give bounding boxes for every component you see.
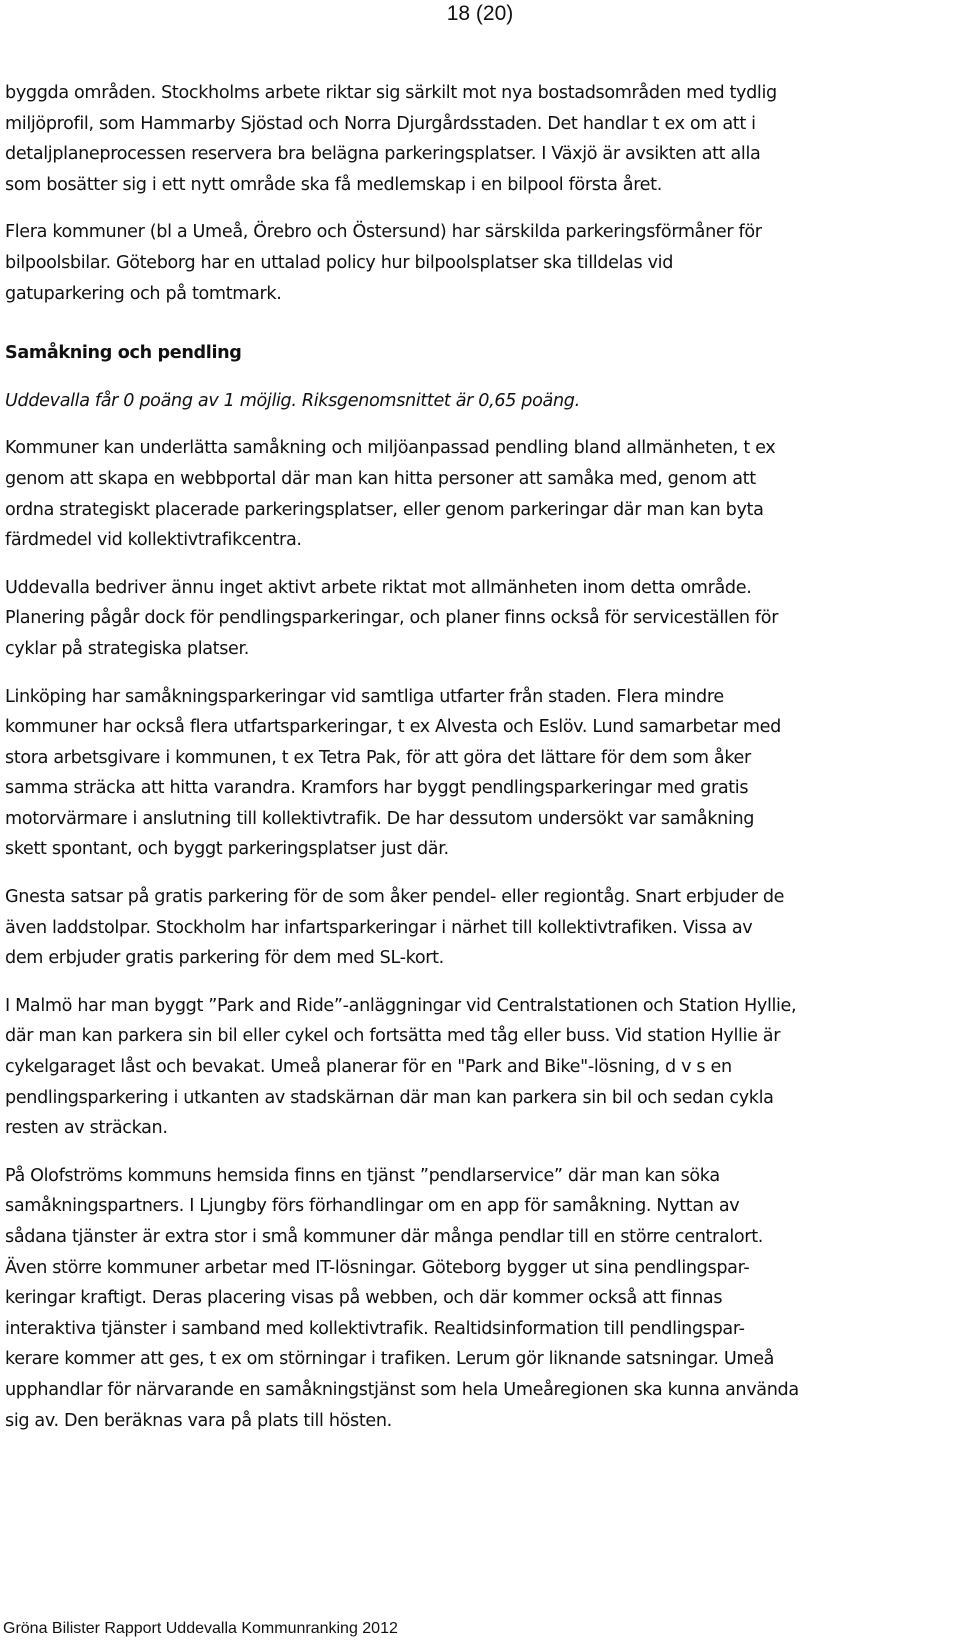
paragraph-stockholm-vaxjo: byggda områden. Stockholms arbete riktar sig särkilt mot nya bostadsområden med tydlig miljöprofil, som Hammarby Sjöstad och Norra Djurgårdsstaden. Det handlar t ex om att i detaljplaneprocessen reservera bra belägna parkeringsplatser. I Växjö är avsikten att alla som bosätter sig i ett nytt område ska få medlemskap i en bilpool första året. [5,83,777,195]
paragraph-olofstrom: På Olofströms kommuns hemsida finns en tjänst ”pendlarservice” där man kan söka samåkningspartners. I Ljungby förs förhandlingar om en app för samåkning. Nyttan av sådana tjänster är extra stor i små kommuner där många pendlar till en större centralort. Även större kommuner arbetar med IT-lösningar. Göteborg bygger ut sina pendlingspar- keringar kraftigt. Deras placering visas på webben, och där kommer också att finnas interaktiva tjänster i samband med kollektivtrafik. Realtidsinformation till pendlingspar- kerare kommer att ges, t ex om störningar i trafiken. Lerum gör liknande satsningar. Umeå upphandlar för närvarande en samåkningstjänst som hela Umeåregionen ska kunna använda sig av. Den beräknas vara på plats till hösten. [5,1165,799,1431]
document-body [5,78,955,1436]
page-footer: Gröna Bilister Rapport Uddevalla Kommunranking 2012 [3,1620,398,1637]
paragraph-bilpoolsbilar: Flera kommuner (bl a Umeå, Örebro och Östersund) har särskilda parkeringsförmåner för bilpoolsbilar. Göteborg har en uttalad policy hur bilpoolsplatser ska tilldelas vid gatuparkering och på tomtmark. [5,222,762,304]
section-heading: Samåkning och pendling [5,343,242,364]
paragraph-uddevalla: Uddevalla bedriver ännu inget aktivt arbete riktat mot allmänheten inom detta område. Planering pågår dock för pendlingsparkeringar, och planer finns också för serviceställen för cyklar på strategiska platser. [5,577,779,659]
score-line: Uddevalla får 0 poäng av 1 möjlig. Riksgenomsnittet är 0,65 poäng. [5,390,580,411]
paragraph-kommuner-samakning: Kommuner kan underlätta samåkning och miljöanpassad pendling bland allmänheten, t ex genom att skapa en webbportal där man kan hitta personer att samåka med, genom att ordna strategiskt placerade parkeringsplatser, eller genom parkeringar där man kan byta färdmedel vid kollektivtrafikcentra. [5,438,776,551]
paragraph-gnesta: Gnesta satsar på gratis parkering för de som åker pendel- eller regiontåg. Snart erbjuder de även laddstolpar. Stockholm har infartsparkeringar i närhet till kollektivtrafiken. Vissa av dem erbjuder gratis parkering för dem med SL-kort. [5,887,785,969]
paragraph-linkoping: Linköping har samåkningsparkeringar vid samtliga utfarter från staden. Flera mindre kommuner har också flera utfartsparkeringar, t ex Alvesta och Eslöv. Lund samarbetar med stora arbetsgivare i kommunen, t ex Tetra Pak, för att göra det lättare för dem som åker samma sträcka att hitta varandra. Kramfors har byggt pendlingsparkeringar med gratis motorvärmare i anslutning till kollektivtrafik. De har dessutom undersökt var samåkning skett spontant, och byggt parkeringsplatser just där. [5,686,781,860]
page-number: 18 (20) [446,2,514,25]
paragraph-malmo: I Malmö har man byggt ”Park and Ride”-anläggningar vid Centralstationen och Station Hyllie, där man kan parkera sin bil eller cykel och fortsätta med tåg eller buss. Vid station Hyllie är cykelgaraget låst och bevakat. Umeå planerar för en "Park and Bike"-lösning, d v s en pendlingsparkering i utkanten av stadskärnan där man kan parkera sin bil och sedan cykla resten av sträckan. [5,995,797,1139]
